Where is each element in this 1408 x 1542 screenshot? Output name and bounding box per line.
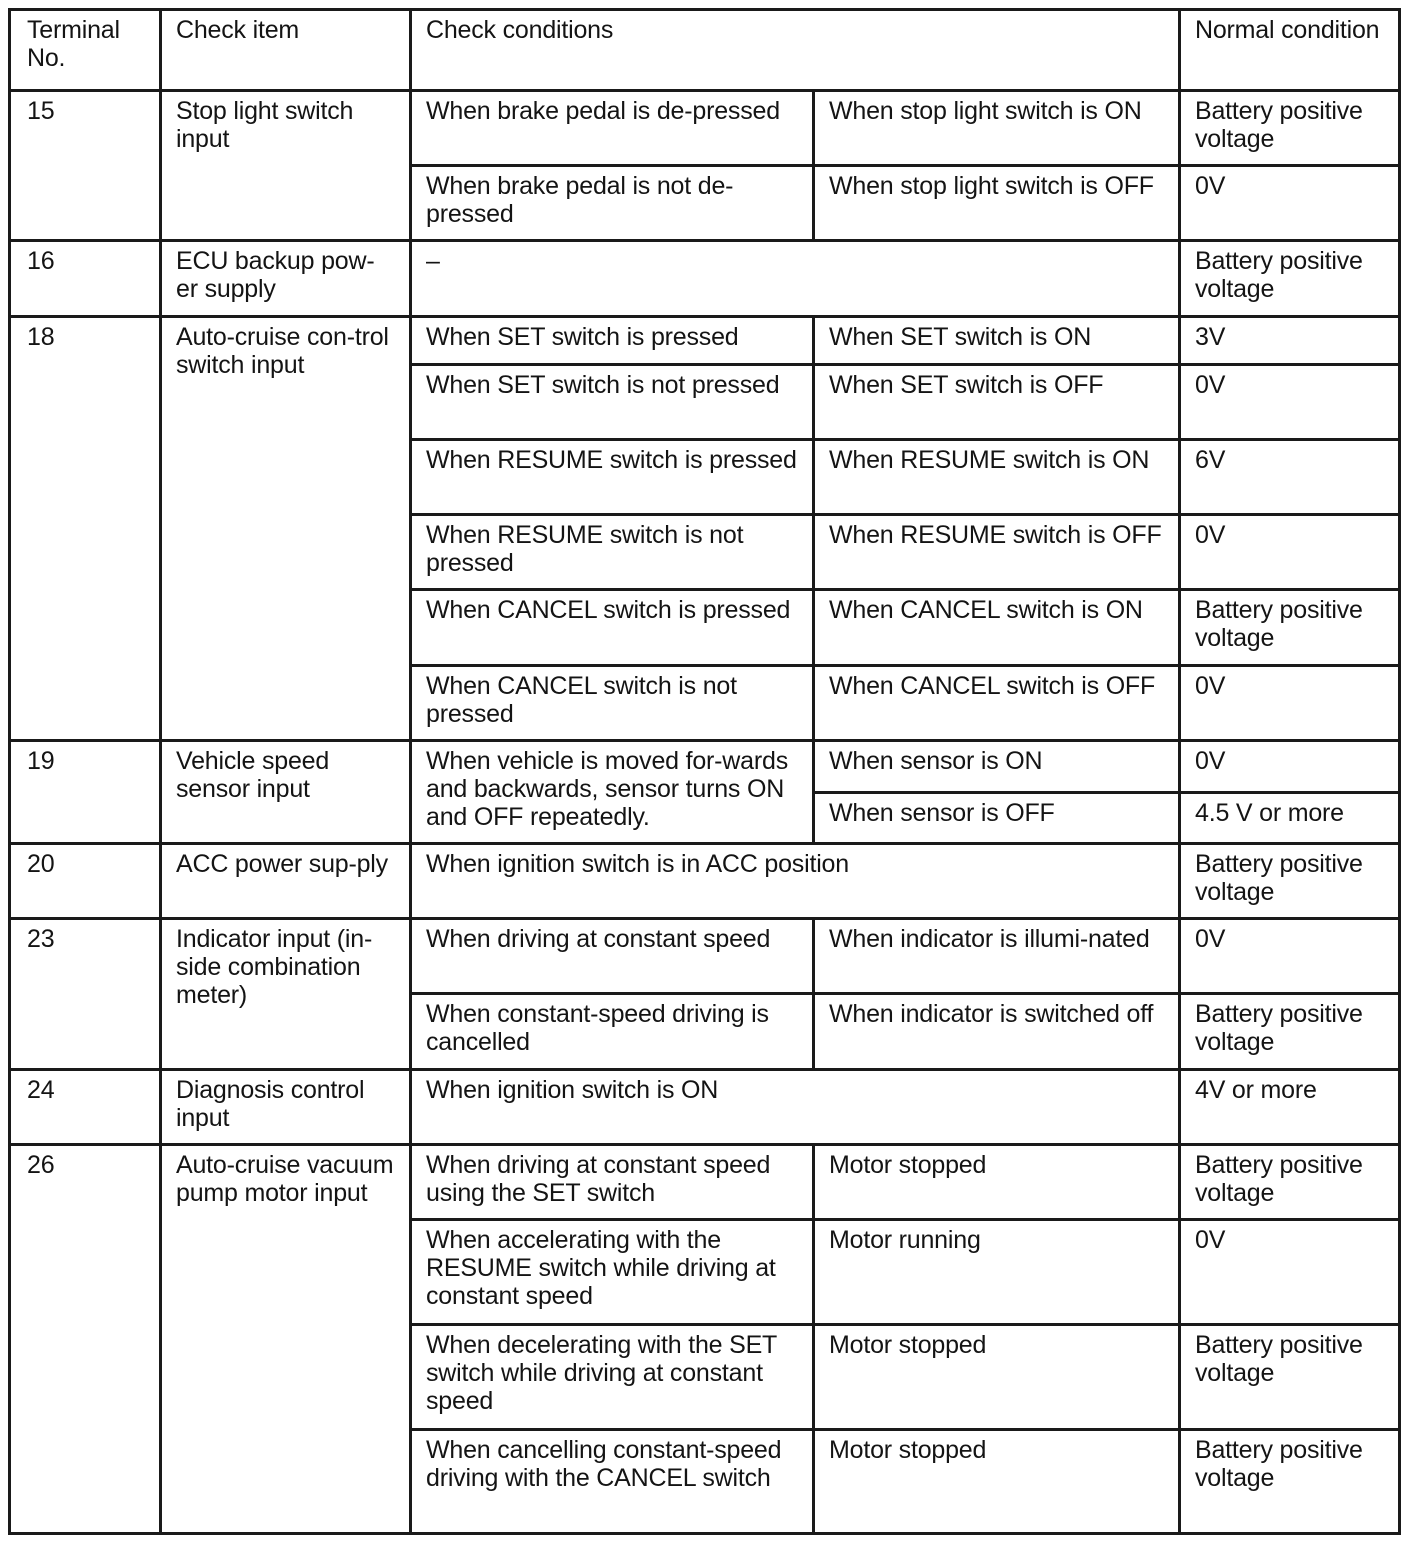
header-check-item: Check item — [161, 10, 411, 91]
header-normal-condition: Normal condition — [1180, 10, 1400, 91]
check-condition: When brake pedal is de-pressed — [411, 91, 814, 166]
terminal-number: 16 — [10, 241, 161, 317]
switch-state: When SET switch is OFF — [814, 365, 1180, 440]
normal-condition: Battery positive voltage — [1180, 241, 1400, 317]
check-item: Vehicle speed sensor input — [161, 741, 411, 844]
switch-state: When CANCEL switch is OFF — [814, 666, 1180, 741]
check-condition: When brake pedal is not de-pressed — [411, 166, 814, 241]
normal-condition: Battery positive voltage — [1180, 844, 1400, 919]
switch-state: When indicator is switched off — [814, 994, 1180, 1070]
table-row — [10, 317, 1400, 365]
normal-condition: 6V — [1180, 440, 1400, 515]
check-item: Auto-cruise con-trol switch input — [161, 317, 411, 741]
terminal-number: 24 — [10, 1070, 161, 1145]
header-row — [10, 10, 1400, 91]
header-terminal: Terminal No. — [10, 10, 161, 91]
normal-condition: 0V — [1180, 1220, 1400, 1325]
normal-condition: 0V — [1180, 741, 1400, 793]
switch-state: When SET switch is ON — [814, 317, 1180, 365]
check-condition: When constant-speed driving is cancelled — [411, 994, 814, 1070]
header-check-conditions: Check conditions — [411, 10, 1180, 91]
switch-state: When RESUME switch is ON — [814, 440, 1180, 515]
check-item: ECU backup pow-er supply — [161, 241, 411, 317]
motor-state: Motor stopped — [814, 1430, 1180, 1534]
check-item: Indicator input (in-side combination meter) — [161, 919, 411, 1070]
terminal-number: 26 — [10, 1145, 161, 1534]
normal-condition: 0V — [1180, 919, 1400, 994]
normal-condition: Battery positive voltage — [1180, 1145, 1400, 1220]
table-row — [10, 1145, 1400, 1220]
switch-state: When RESUME switch is OFF — [814, 515, 1180, 590]
switch-state: When sensor is ON — [814, 741, 1180, 793]
terminal-number: 23 — [10, 919, 161, 1070]
normal-condition: Battery positive voltage — [1180, 1430, 1400, 1534]
normal-condition: Battery positive voltage — [1180, 91, 1400, 166]
check-condition: – — [411, 241, 1180, 317]
check-condition: When accelerating with the RESUME switch while driving at constant speed — [411, 1220, 814, 1325]
check-condition: When CANCEL switch is pressed — [411, 590, 814, 666]
normal-condition: Battery positive voltage — [1180, 590, 1400, 666]
check-condition: When RESUME switch is pressed — [411, 440, 814, 515]
check-condition: When ignition switch is in ACC position — [411, 844, 1180, 919]
normal-condition: 0V — [1180, 166, 1400, 241]
normal-condition: 3V — [1180, 317, 1400, 365]
inspection-table — [8, 8, 1401, 1535]
check-condition: When driving at constant speed using the SET switch — [411, 1145, 814, 1220]
normal-condition: 4.5 V or more — [1180, 793, 1400, 844]
normal-condition: 0V — [1180, 666, 1400, 741]
check-item: ACC power sup-ply — [161, 844, 411, 919]
table-row — [10, 919, 1400, 994]
motor-state: Motor stopped — [814, 1325, 1180, 1430]
table-row — [10, 241, 1400, 317]
table-row — [10, 91, 1400, 166]
motor-state: Motor stopped — [814, 1145, 1180, 1220]
check-condition: When ignition switch is ON — [411, 1070, 1180, 1145]
check-condition: When driving at constant speed — [411, 919, 814, 994]
check-condition: When RESUME switch is not pressed — [411, 515, 814, 590]
check-item: Stop light switch input — [161, 91, 411, 241]
terminal-number: 18 — [10, 317, 161, 741]
switch-state: When sensor is OFF — [814, 793, 1180, 844]
table-row — [10, 741, 1400, 793]
check-item: Auto-cruise vacuum pump motor input — [161, 1145, 411, 1534]
check-condition: When decelerating with the SET switch while driving at constant speed — [411, 1325, 814, 1430]
normal-condition: Battery positive voltage — [1180, 994, 1400, 1070]
switch-state: When CANCEL switch is ON — [814, 590, 1180, 666]
table-row — [10, 1070, 1400, 1145]
check-condition: When cancelling constant-speed driving with the CANCEL switch — [411, 1430, 814, 1534]
normal-condition: 0V — [1180, 515, 1400, 590]
normal-condition: 0V — [1180, 365, 1400, 440]
table-row — [10, 844, 1400, 919]
normal-condition: Battery positive voltage — [1180, 1325, 1400, 1430]
check-condition: When CANCEL switch is not pressed — [411, 666, 814, 741]
normal-condition: 4V or more — [1180, 1070, 1400, 1145]
motor-state: Motor running — [814, 1220, 1180, 1325]
check-item: Diagnosis control input — [161, 1070, 411, 1145]
terminal-number: 20 — [10, 844, 161, 919]
switch-state: When stop light switch is ON — [814, 91, 1180, 166]
check-condition: When SET switch is not pressed — [411, 365, 814, 440]
switch-state: When stop light switch is OFF — [814, 166, 1180, 241]
check-condition: When SET switch is pressed — [411, 317, 814, 365]
terminal-number: 15 — [10, 91, 161, 241]
terminal-number: 19 — [10, 741, 161, 844]
check-condition: When vehicle is moved for-wards and backwards, sensor turns ON and OFF repeatedly. — [411, 741, 814, 844]
switch-state: When indicator is illumi-nated — [814, 919, 1180, 994]
